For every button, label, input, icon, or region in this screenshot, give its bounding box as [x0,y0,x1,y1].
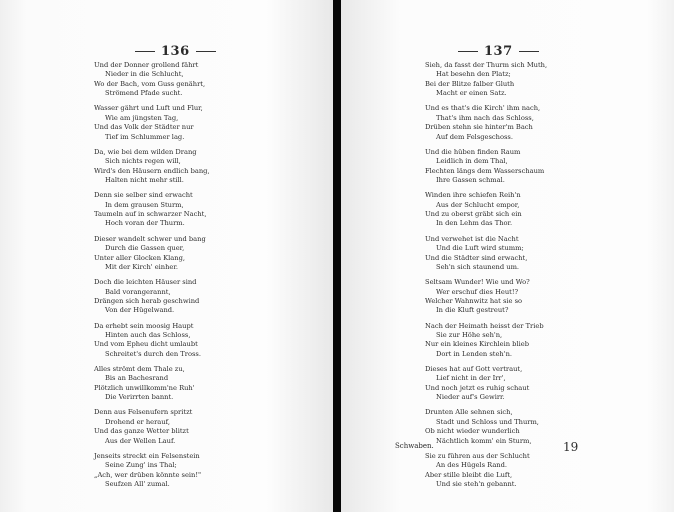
stanza [94,191,314,229]
verse-line: Unter aller Glocken Klang, [94,253,185,262]
verse-line: Dieses hat auf Gott vertraut, [425,364,523,373]
verse-line: Taumeln auf in schwarzer Nacht, [94,210,207,219]
poem-column [94,61,314,495]
verse-line: Plötzlich unwillkomm'ne Ruh' [94,383,195,392]
verse-line: Und die hüben finden Raum [425,147,521,156]
verse-line: Und die Städter sind erwacht, [425,253,528,262]
header-rule-left [135,51,155,52]
verse-line: Sie zu führen aus der Schlucht [425,451,530,460]
verse-line: „Ach, wer drüben könnte sein!" [94,470,202,479]
verse-line: Drunten Alle sehnen sich, [425,408,513,417]
stanza [94,365,314,403]
verse-line: Aus der Schlucht empor, [436,200,520,209]
verse-line: Winden ihre schiefen Reih'n [425,191,521,200]
verse-line: Da erhebt sein moosig Haupt [94,321,194,330]
verse-line: Drängen sich herab geschwind [94,296,200,305]
verse-line: Hoch voran der Thurm. [105,219,185,228]
verse-line: Denn aus Felsenufern spritzt [94,408,193,417]
verse-line: Und zu oberst gräbt sich ein [425,210,522,219]
verse-line: Macht er einen Satz. [436,89,507,98]
verse-line: Seh'n sich staunend um. [436,262,520,271]
verse-line: Sieh, da fasst der Thurm sich Muth, [425,61,548,69]
stanza [425,104,645,142]
stanza [425,148,645,186]
verse-line: Strömend Pfade sucht. [105,89,183,98]
verse-line: Nieder in die Schlucht, [105,70,184,79]
verse-line: Und die Luft wird stumm; [436,244,524,253]
verse-line: Tief im Schlummer lag. [105,132,185,141]
verse-line: Alles strömt dem Thale zu, [94,364,185,373]
signature-mark: Schwaben. [395,442,434,450]
header-rule-right [519,51,539,52]
verse-line: Wie am jüngsten Tag, [105,113,179,122]
verse-line: That's ihm nach das Schloss, [436,113,534,122]
verse-line: Aber stille bleibt die Luft, [425,470,513,479]
stanza [94,148,314,186]
verse-line: In die Kluft gestreut? [436,306,509,315]
verse-line: Flechten längs dem Wasserschaum [425,166,545,175]
verse-line: Wer erschuf dies Heut!? [436,287,519,296]
header-rule-right [196,51,216,52]
right-page [341,0,674,512]
book-gutter [333,0,341,512]
sheet-number: 19 [563,440,579,454]
stanza [425,408,645,446]
verse-line: Jenseits streckt ein Felsenstein [94,451,200,460]
stanza [94,452,314,490]
verse-line: Wo der Bach, vom Guss genährt, [94,79,206,88]
verse-line: In dem grausen Sturm, [105,200,184,209]
verse-line: Seufzen All' zumal. [105,480,170,489]
verse-line: Denn sie selber sind erwacht [94,191,193,200]
stanza [425,322,645,360]
page-header [458,44,539,59]
verse-line: Aus der Wellen Lauf. [105,436,176,445]
stanza [94,408,314,446]
stanza [94,61,314,99]
verse-line: Und das Volk der Städter nur [94,123,194,132]
page-header [135,44,216,59]
verse-line: Halten nicht mehr still. [105,176,184,185]
stanza [425,191,645,229]
header-rule-left [458,51,478,52]
verse-line: Ihre Gassen schmal. [436,176,505,185]
verse-line: Nach der Heimath heisst der Trieb [425,321,544,330]
verse-line: Und der Donner grollend fährt [94,61,199,69]
verse-line: In den Lehm das Thor. [436,219,513,228]
verse-line: Und noch jetzt es ruhig schaut [425,383,530,392]
verse-line: Und das ganze Wetter blitzt [94,427,189,436]
verse-line: Drohend er herauf, [105,417,170,426]
page-number: 137 [484,44,513,59]
verse-line: An des Hügels Rand. [436,461,508,470]
verse-line: Dieser wandelt schwer und bang [94,234,206,243]
verse-line: Sich nichts regen will, [105,157,181,166]
verse-line: Seltsam Wunder! Wie und Wo? [425,278,530,287]
verse-line: Hat besehn den Platz; [436,70,511,79]
verse-line: Und sie steh'n gebannt. [436,480,517,489]
verse-line: Bald vorangerannt, [105,287,171,296]
verse-line: Wird's den Häusern endlich bang, [94,166,210,175]
verse-line: Nur ein kleines Kirchlein blieb [425,340,529,349]
stanza [94,235,314,273]
stanza [94,322,314,360]
verse-line: Und verwehet ist die Nacht [425,234,519,243]
verse-line: Auf dem Felsgeschoss. [436,132,513,141]
verse-line: Wasser gährt und Luft und Flur, [94,104,203,113]
page-number: 136 [161,44,190,59]
verse-line: Die Verirrten bannt. [105,393,174,402]
verse-line: Lief nicht in der Irr', [436,374,506,383]
stanza [94,278,314,316]
stanza [94,104,314,142]
verse-line: Von der Hügelwand. [105,306,175,315]
stanza [425,235,645,273]
verse-line: Durch die Gassen quer, [105,244,185,253]
verse-line: Mit der Kirch' einher. [105,262,178,271]
verse-line: Hinten auch das Schloss, [105,330,191,339]
stanza [425,61,645,99]
verse-line: Leidlich in dem Thal, [436,157,508,166]
stanza [425,365,645,403]
verse-line: Nieder auf's Gewirr. [436,393,505,402]
verse-line: Welcher Wahnwitz hat sie so [425,296,523,305]
verse-line: Bei der Blitze falber Gluth [425,79,515,88]
verse-line: Nächtlich komm' ein Sturm, [436,436,532,445]
verse-line: Schreitet's durch den Tross. [105,349,201,358]
verse-line: Doch die leichten Häuser sind [94,278,197,287]
stanza [425,452,645,490]
verse-line: Seine Zung' ins Thal; [105,461,177,470]
verse-line: Ob nicht wieder wunderlich [425,427,520,436]
verse-line: Und vom Epheu dicht umlaubt [94,340,198,349]
verse-line: Dort in Lenden steh'n. [436,349,513,358]
verse-line: Da, wie bei dem wilden Drang [94,147,197,156]
verse-line: Sie zur Höhe seh'n, [436,330,503,339]
verse-line: Drüben stehn sie hinter'm Bach [425,123,533,132]
verse-line: Bis an Bachesrand [105,374,169,383]
poem-column [425,61,645,495]
stanza [425,278,645,316]
verse-line: Und es that's die Kirch' ihm nach, [425,104,541,113]
verse-line: Stadt und Schloss und Thurm, [436,417,539,426]
left-page [0,0,333,512]
